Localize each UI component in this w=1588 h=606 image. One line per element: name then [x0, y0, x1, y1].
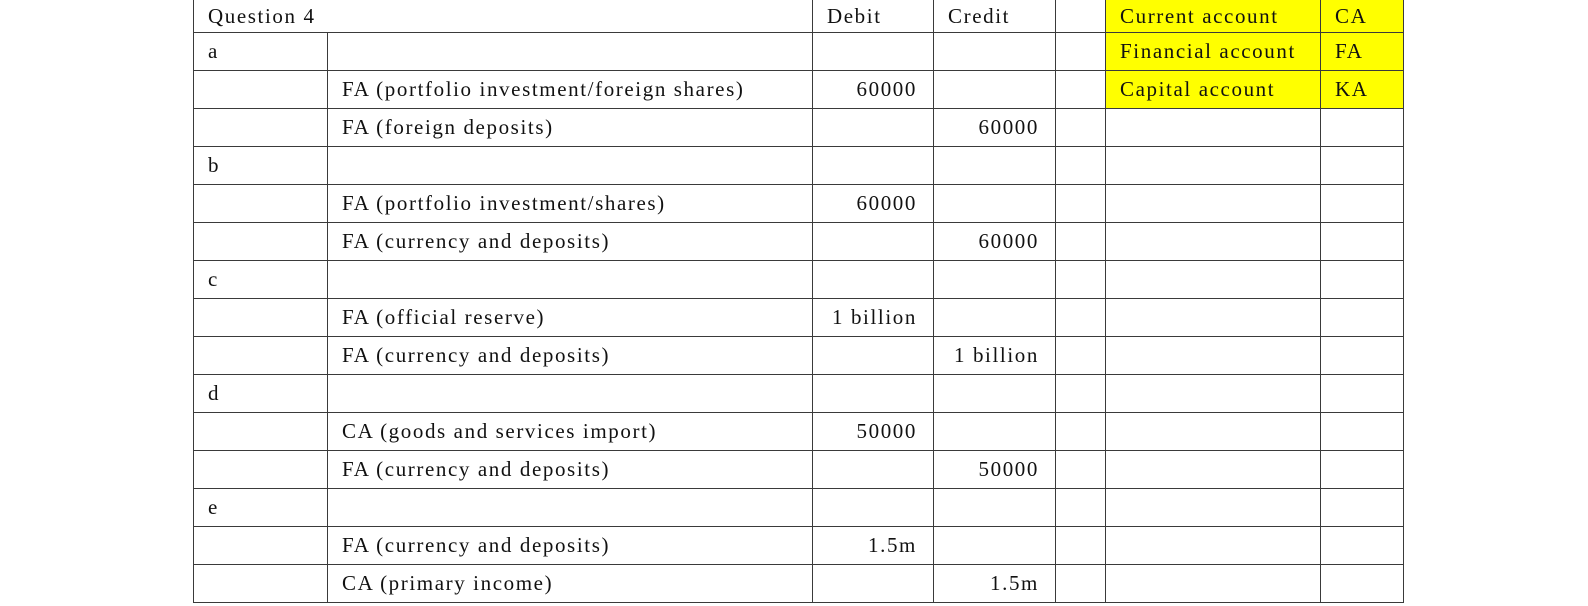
row-description	[328, 261, 813, 299]
empty-cell	[1106, 527, 1321, 565]
table-row	[194, 527, 1404, 565]
empty-cell	[1321, 451, 1404, 489]
row-label: a	[194, 33, 328, 71]
row-debit	[813, 109, 934, 147]
row-description	[328, 147, 813, 185]
spacer-cell	[1056, 299, 1106, 337]
empty-cell	[1106, 413, 1321, 451]
row-description: FA (currency and deposits)	[328, 337, 813, 375]
empty-cell	[1321, 527, 1404, 565]
spacer-cell	[1056, 223, 1106, 261]
empty-cell	[1106, 109, 1321, 147]
row-debit	[813, 33, 934, 71]
row-credit	[934, 299, 1056, 337]
debit-header: Debit	[813, 0, 934, 33]
row-debit	[813, 261, 934, 299]
table-row	[194, 223, 1404, 261]
row-credit	[934, 147, 1056, 185]
spacer-cell	[1056, 71, 1106, 109]
table-row	[194, 261, 1404, 299]
spacer-cell	[1056, 451, 1106, 489]
spacer-cell	[1056, 489, 1106, 527]
row-debit: 60000	[813, 71, 934, 109]
row-debit	[813, 375, 934, 413]
row-description: FA (currency and deposits)	[328, 223, 813, 261]
legend-code: KA	[1321, 71, 1404, 109]
table-row	[194, 375, 1404, 413]
legend-name: Capital account	[1106, 71, 1321, 109]
empty-cell	[1321, 565, 1404, 603]
question-4-table	[193, 0, 1404, 603]
spacer-cell	[1056, 33, 1106, 71]
row-debit: 1 billion	[813, 299, 934, 337]
empty-cell	[1321, 147, 1404, 185]
row-debit	[813, 451, 934, 489]
legend-code: CA	[1321, 0, 1404, 33]
legend-code: FA	[1321, 33, 1404, 71]
spacer-cell	[1056, 185, 1106, 223]
spacer-cell	[1056, 565, 1106, 603]
empty-cell	[1321, 413, 1404, 451]
row-label	[194, 565, 328, 603]
table-row	[194, 185, 1404, 223]
row-label	[194, 413, 328, 451]
table-row	[194, 299, 1404, 337]
empty-cell	[1321, 185, 1404, 223]
empty-cell	[1321, 337, 1404, 375]
table-row	[194, 413, 1404, 451]
row-credit: 1 billion	[934, 337, 1056, 375]
row-description	[328, 33, 813, 71]
row-debit	[813, 337, 934, 375]
spacer-cell	[1056, 527, 1106, 565]
row-label: c	[194, 261, 328, 299]
row-label: e	[194, 489, 328, 527]
empty-cell	[1321, 299, 1404, 337]
spacer-cell	[1056, 413, 1106, 451]
empty-cell	[1106, 299, 1321, 337]
credit-header: Credit	[934, 0, 1056, 33]
row-label: d	[194, 375, 328, 413]
empty-cell	[1321, 109, 1404, 147]
row-debit	[813, 565, 934, 603]
row-label	[194, 337, 328, 375]
row-description	[328, 489, 813, 527]
row-description: FA (currency and deposits)	[328, 527, 813, 565]
row-credit	[934, 261, 1056, 299]
row-credit	[934, 71, 1056, 109]
empty-cell	[1106, 185, 1321, 223]
row-label	[194, 299, 328, 337]
empty-cell	[1106, 489, 1321, 527]
row-label	[194, 451, 328, 489]
row-description: FA (portfolio investment/foreign shares)	[328, 71, 813, 109]
empty-cell	[1106, 261, 1321, 299]
row-debit	[813, 147, 934, 185]
empty-cell	[1106, 451, 1321, 489]
table-row	[194, 109, 1404, 147]
empty-cell	[1321, 489, 1404, 527]
row-label	[194, 185, 328, 223]
row-credit: 50000	[934, 451, 1056, 489]
row-credit	[934, 527, 1056, 565]
row-debit: 50000	[813, 413, 934, 451]
empty-cell	[1106, 565, 1321, 603]
legend-name: Current account	[1106, 0, 1321, 33]
row-credit	[934, 185, 1056, 223]
spacer-cell	[1056, 375, 1106, 413]
empty-cell	[1321, 375, 1404, 413]
spacer-cell	[1056, 147, 1106, 185]
row-label	[194, 527, 328, 565]
empty-cell	[1106, 223, 1321, 261]
table-row	[194, 71, 1404, 109]
spacer-cell	[1056, 261, 1106, 299]
row-credit: 60000	[934, 223, 1056, 261]
header-row	[194, 0, 1404, 33]
row-description: FA (portfolio investment/shares)	[328, 185, 813, 223]
row-debit: 1.5m	[813, 527, 934, 565]
row-description: FA (currency and deposits)	[328, 451, 813, 489]
spacer-cell	[1056, 109, 1106, 147]
table-row	[194, 565, 1404, 603]
table-row	[194, 147, 1404, 185]
row-debit	[813, 223, 934, 261]
row-credit	[934, 33, 1056, 71]
empty-cell	[1321, 223, 1404, 261]
row-label: b	[194, 147, 328, 185]
table-title: Question 4	[194, 0, 813, 33]
row-debit	[813, 489, 934, 527]
empty-cell	[1106, 337, 1321, 375]
row-description: CA (goods and services import)	[328, 413, 813, 451]
row-credit: 1.5m	[934, 565, 1056, 603]
row-label	[194, 109, 328, 147]
empty-cell	[1106, 147, 1321, 185]
table-row	[194, 33, 1404, 71]
row-description: CA (primary income)	[328, 565, 813, 603]
table-row	[194, 489, 1404, 527]
row-credit	[934, 375, 1056, 413]
row-description: FA (official reserve)	[328, 299, 813, 337]
spacer-cell	[1056, 0, 1106, 33]
row-credit	[934, 489, 1056, 527]
row-description	[328, 375, 813, 413]
row-debit: 60000	[813, 185, 934, 223]
spacer-cell	[1056, 337, 1106, 375]
table-row	[194, 337, 1404, 375]
legend-name: Financial account	[1106, 33, 1321, 71]
table-row	[194, 451, 1404, 489]
row-description: FA (foreign deposits)	[328, 109, 813, 147]
row-credit: 60000	[934, 109, 1056, 147]
empty-cell	[1106, 375, 1321, 413]
row-label	[194, 223, 328, 261]
row-credit	[934, 413, 1056, 451]
row-label	[194, 71, 328, 109]
empty-cell	[1321, 261, 1404, 299]
